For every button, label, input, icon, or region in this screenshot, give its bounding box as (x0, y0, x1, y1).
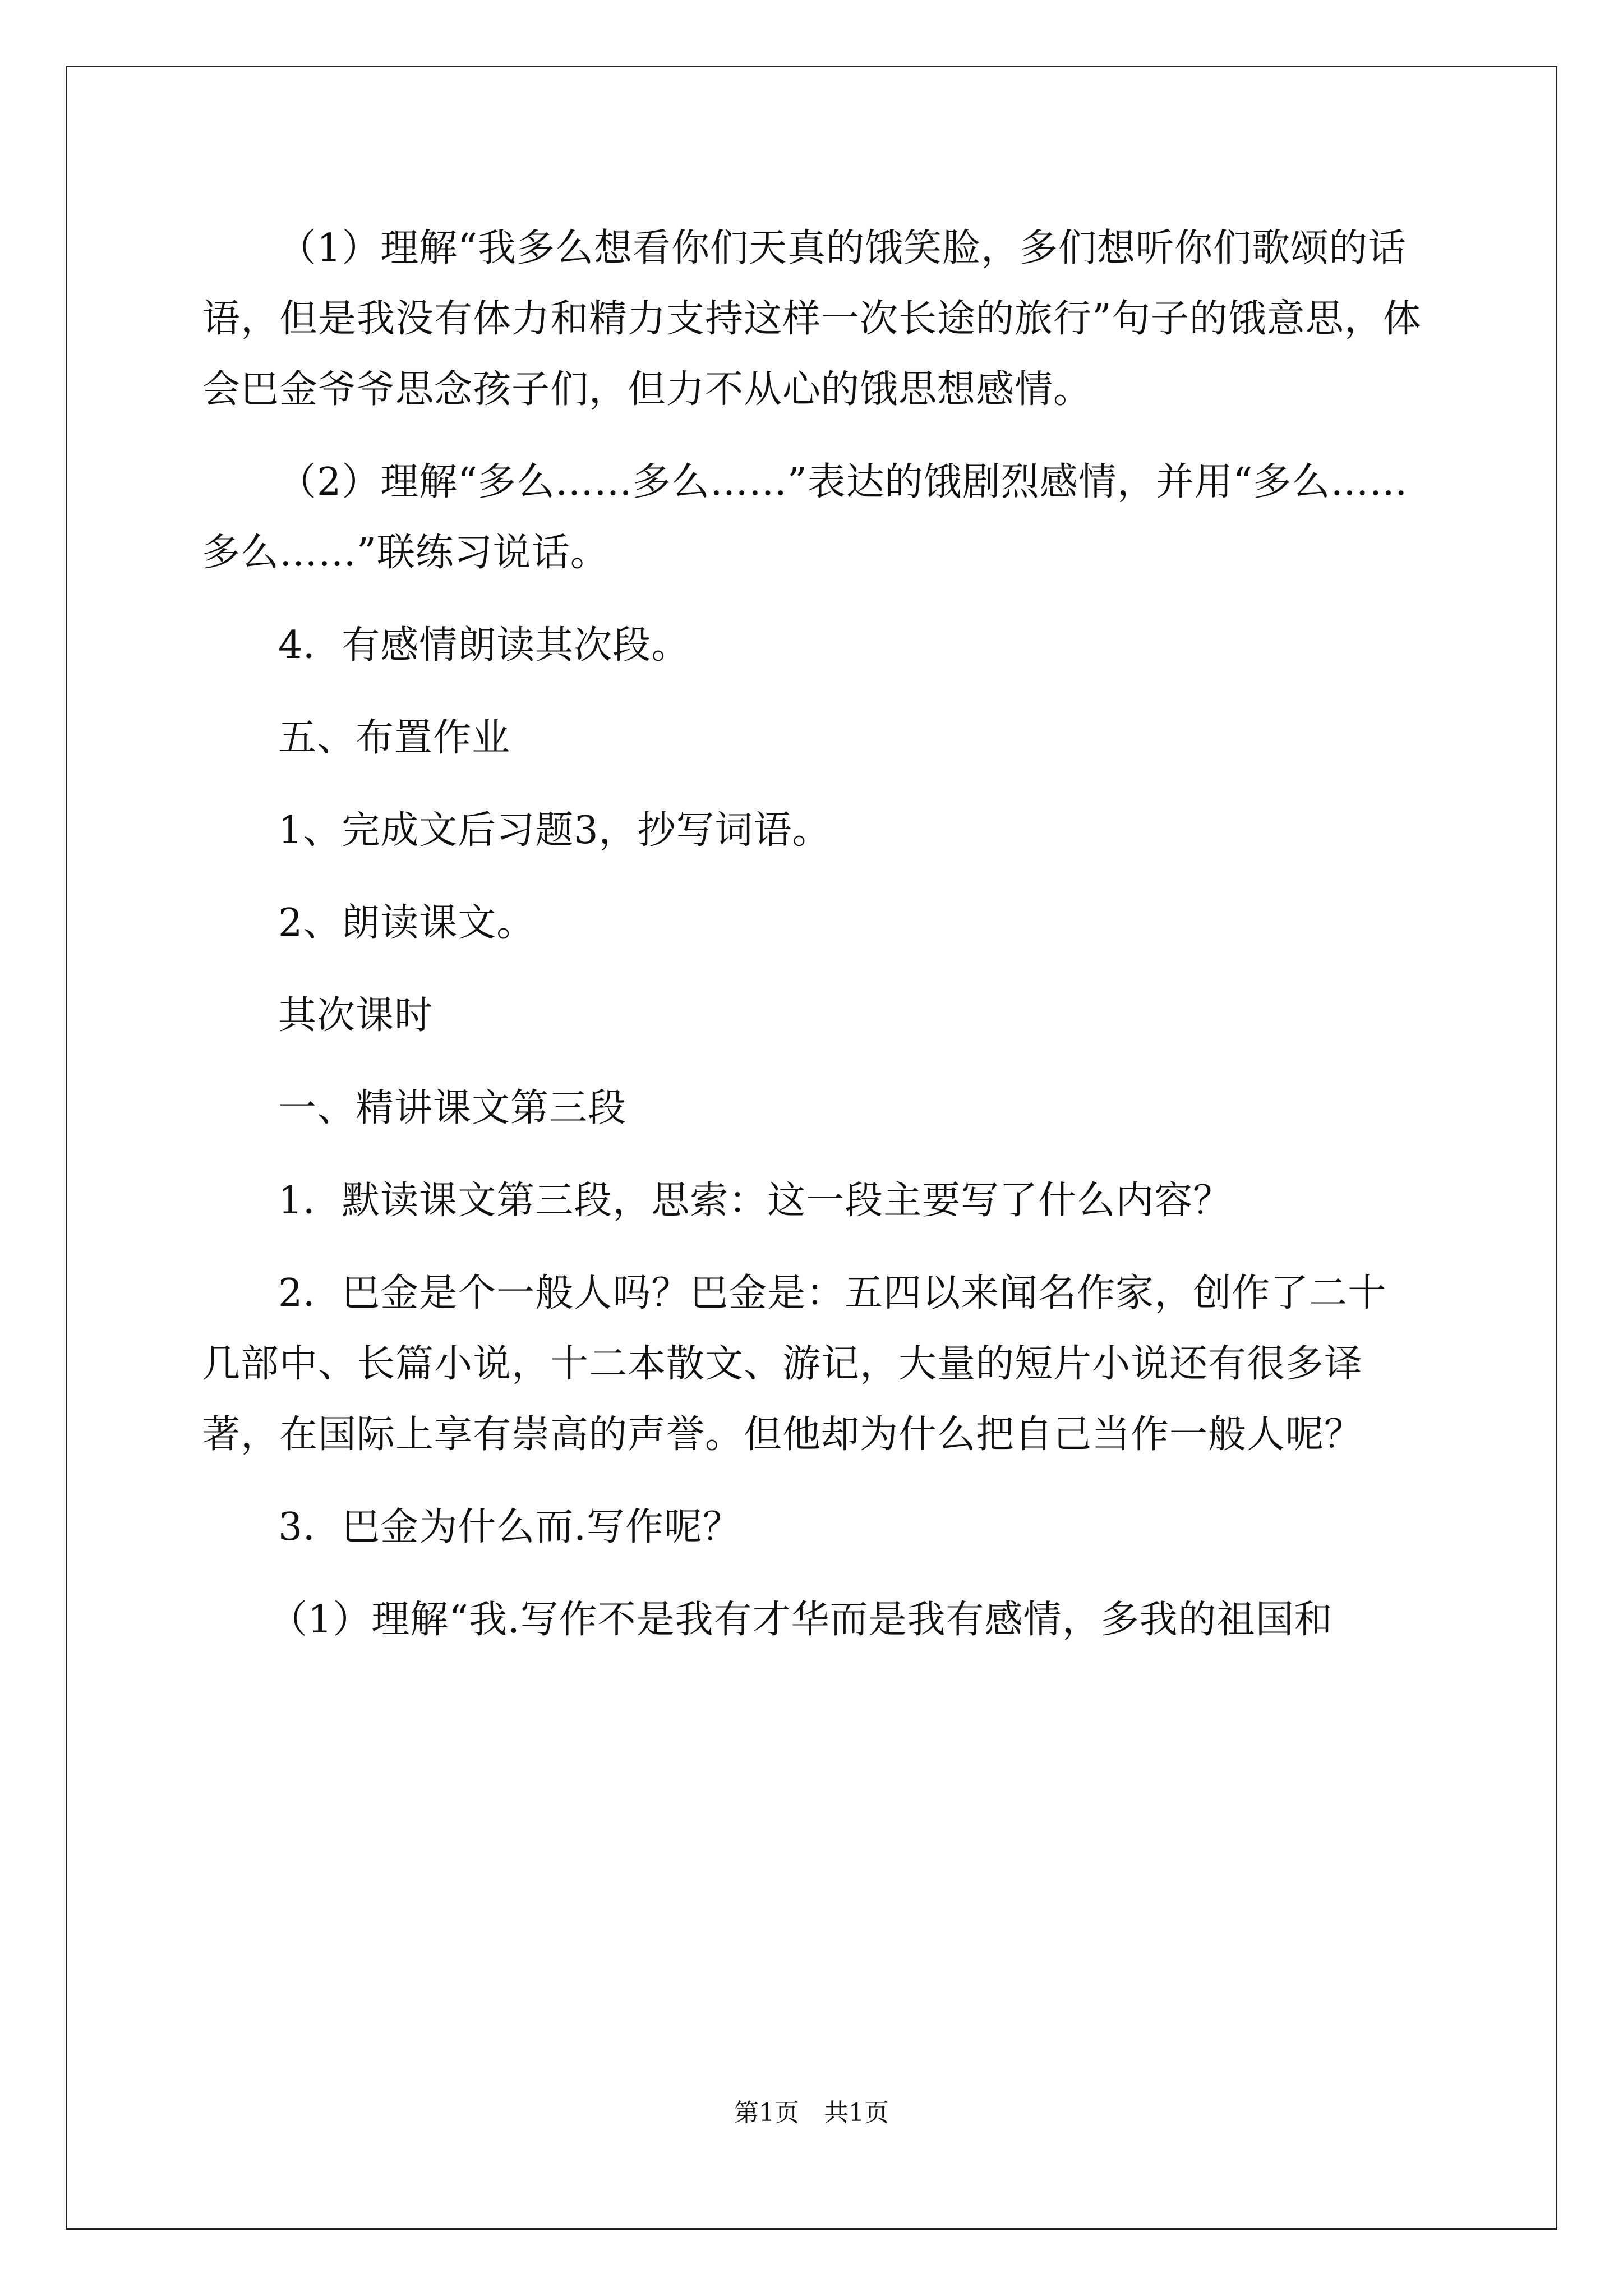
page-footer: 第1页 共1页 (734, 2099, 889, 2127)
paragraph-7: 其次课时 (278, 993, 434, 1038)
paragraph-10: 2．巴金是个一般人吗？巴金是：五四以来闻名作家，创作了二十几部中、长篇小说，十二本散文、游记，大量的短片小说还有很多译著，在国际上享有崇高的声誉。但他却为什么把自己当作一般人呢？ (202, 1271, 1387, 1457)
paragraph-2: （2）理解“多么……多么……”表达的饿剧烈感情，并用“多么……多么……”联练习说话。 (202, 460, 1408, 575)
paragraph-8: 一、精讲课文第三段 (278, 1086, 627, 1130)
paragraph-1: （1）理解“我多么想看你们天真的饿笑脸，多们想听你们歌颂的话语，但是我没有体力和精力支持这样一次长途的旅行”句子的饿意思，体会巴金爷爷思念孩子们，但力不从心的饿思想感情。 (202, 226, 1422, 412)
paragraph-9: 1．默读课文第三段，思索：这一段主要写了什么内容？ (278, 1179, 1232, 1223)
paragraph-5: 1、完成文后习题3，抄写词语。 (278, 808, 831, 853)
document-body (202, 213, 1424, 1677)
paragraph-11: 3．巴金为什么而.写作呢？ (278, 1505, 741, 1549)
paragraph-12: （1）理解“我.写作不是我有才华而是我有感情，多我的祖国和 (269, 1598, 1333, 1642)
paragraph-3: 4．有感情朗读其次段。 (278, 623, 690, 668)
paragraph-6: 2、朗读课文。 (278, 901, 536, 945)
paragraph-4: 五、布置作业 (278, 716, 511, 760)
